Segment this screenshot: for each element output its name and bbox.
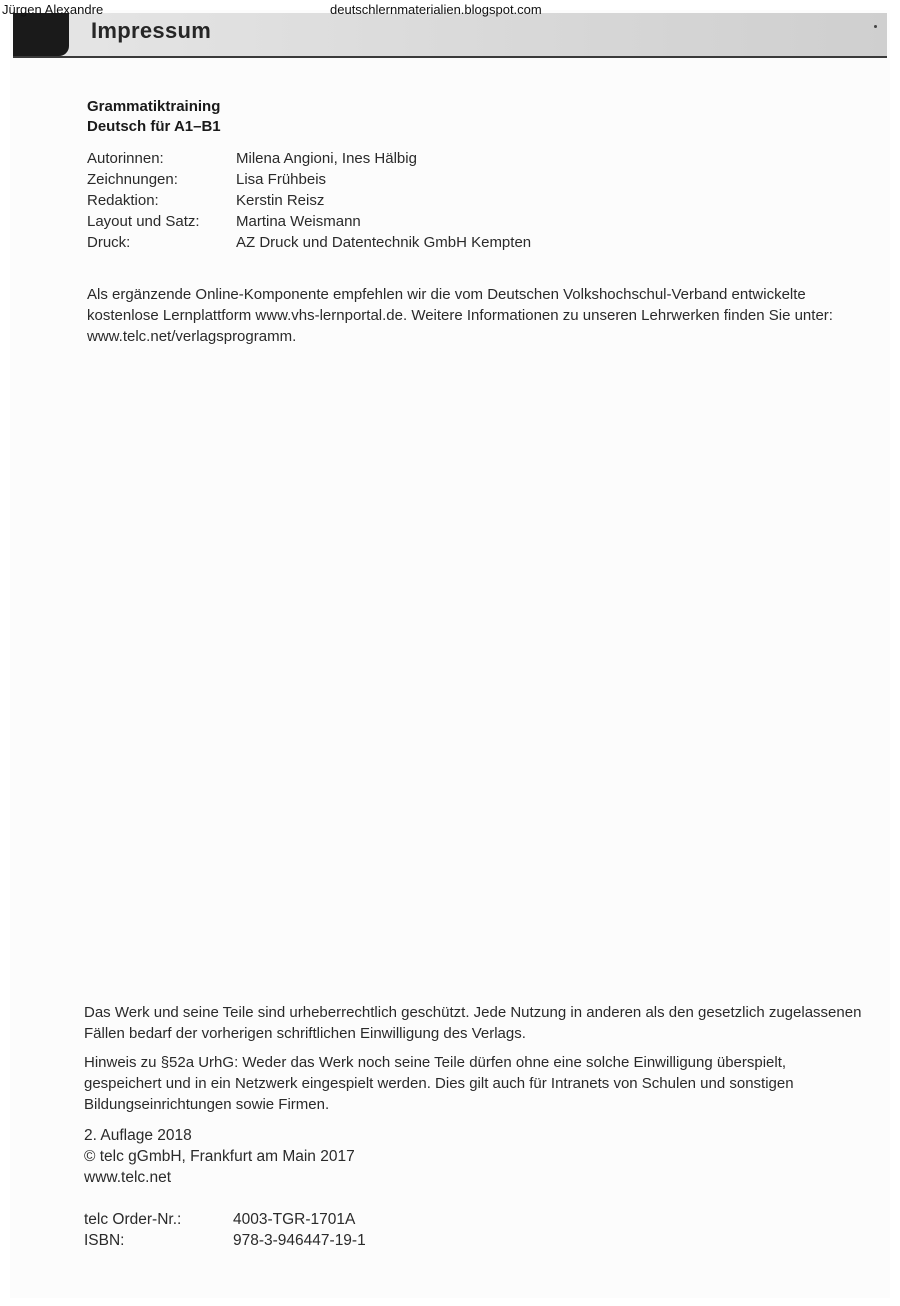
credit-value: Kerstin Reisz — [236, 192, 325, 209]
credit-row — [87, 211, 531, 232]
credit-label: Redaktion: — [87, 192, 159, 209]
legal-notice — [84, 1002, 864, 1123]
credit-label: Druck: — [87, 234, 131, 251]
edition-info — [84, 1125, 355, 1188]
credits-list — [87, 148, 531, 253]
book-title-line-1: Grammatiktraining — [87, 98, 221, 115]
copyright-notice: Das Werk und seine Teile sind urheberrechtlich geschützt. Jede Nutzung in anderen als den gesetzlich zugelassenen Fällen bedarf der vorherigen schriftlichen Einwilligung des Verlags. — [84, 1004, 862, 1042]
isbn-label: ISBN: — [84, 1232, 125, 1249]
header-dot — [874, 25, 877, 28]
credit-row — [87, 169, 531, 190]
credit-row — [87, 190, 531, 211]
isbn-value: 978-3-946447-19-1 — [233, 1232, 366, 1249]
header-accent-block — [13, 13, 69, 56]
order-number-label: telc Order-Nr.: — [84, 1211, 182, 1228]
edition-number: 2. Auflage 2018 — [84, 1127, 192, 1144]
credit-value: Milena Angioni, Ines Hälbig — [236, 150, 417, 167]
book-title — [87, 97, 221, 137]
credit-row — [87, 232, 531, 253]
order-row — [84, 1209, 366, 1230]
watermark-website: deutschlernmaterialien.blogspot.com — [330, 2, 542, 17]
publisher-website: www.telc.net — [84, 1169, 172, 1186]
credit-value: Lisa Frühbeis — [236, 171, 327, 188]
order-info — [84, 1209, 366, 1251]
publisher-copyright: © telc gGmbH, Frankfurt am Main 2017 — [84, 1148, 355, 1165]
urhg-notice: Hinweis zu §52a UrhG: Weder das Werk noch seine Teile dürfen ohne eine solche Einwilligung überspielt, gespeichert und in ein Netzwerk eingespielt werden. Dies gilt auch für Intranets von Schulen und sonstigen Bildungseinrichtungen sowie Firmen. — [84, 1054, 794, 1113]
page-title: Impressum — [91, 18, 212, 43]
credit-value: Martina Weismann — [236, 213, 361, 230]
intro-paragraph: Als ergänzende Online-Komponente empfehlen wir die vom Deutschen Volkshochschul-Verband entwickelte kostenlose Lernplattform www.vhs-lernportal.de. Weitere Informationen zu unseren Lehrwerken finden Sie unter: www.telc.net/verlagsprogramm. — [87, 286, 833, 345]
book-title-line-2: Deutsch für A1–B1 — [87, 118, 221, 135]
credit-label: Autorinnen: — [87, 150, 164, 167]
credit-label: Layout und Satz: — [87, 213, 200, 230]
order-row — [84, 1230, 366, 1251]
credit-value: AZ Druck und Datentechnik GmbH Kempten — [236, 234, 532, 251]
watermark-author: Jürgen Alexandre — [2, 2, 104, 17]
credit-row — [87, 148, 531, 169]
order-number-value: 4003-TGR-1701A — [233, 1211, 356, 1228]
credit-label: Zeichnungen: — [87, 171, 178, 188]
header-band — [13, 13, 887, 58]
